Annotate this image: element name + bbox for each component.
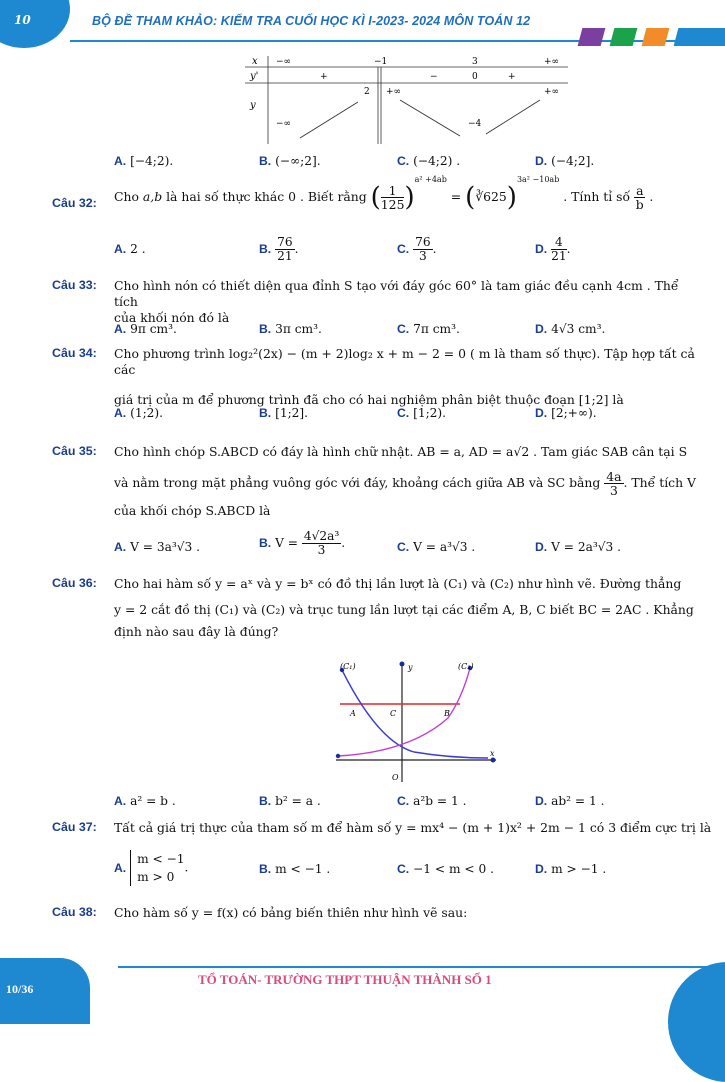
q34-text: Cho phương trình log₂²(2x) − (m + 2)log₂ x + m − 2 = 0 ( m là tham số thực). Tập hợp tất cả các giá trị của m để phương trình đã cho có hai nghiệm phân biệt thuộc đoạn [1;2] là — [114, 346, 695, 407]
q33-option-b[interactable]: B. 3π cm³. — [259, 322, 322, 336]
table-x-val: −∞ — [276, 57, 292, 67]
footer-corner — [668, 962, 725, 1082]
q33-label: Câu 33: — [52, 278, 97, 292]
q36-text: Cho hai hàm số y = aˣ và y = bˣ có đồ thị lần lượt là (C₁) và (C₂) như hình vẽ. Đường thẳng y = 2 cắt đồ thị (C₁) và (C₂) và trục tung lần lượt tại các điểm A, B, C biết BC = 2AC . Khẳng định nào sau đây là đúng? — [114, 576, 694, 639]
footer-text: TỔ TOÁN- TRƯỜNG THPT THUẬN THÀNH SỐ 1 — [198, 972, 492, 987]
q34-option-b[interactable]: B. [1;2]. — [259, 406, 309, 420]
variation-table — [240, 54, 570, 146]
q31-option-c[interactable]: C. (−4;2) . — [397, 154, 461, 168]
label-c: C — [390, 709, 397, 718]
table-x-val: +∞ — [544, 57, 560, 67]
q35-option-a[interactable]: A. V = 3a³√3 . — [114, 540, 200, 554]
q36-option-c[interactable]: C. a²b = 1 . — [397, 794, 467, 808]
table-x-val: 3 — [472, 57, 478, 67]
label-c2: (C₂) — [458, 662, 474, 671]
label-b: B — [444, 709, 450, 718]
q33-option-c[interactable]: C. 7π cm³. — [397, 322, 460, 336]
q34-option-c[interactable]: C. [1;2). — [397, 406, 447, 420]
q35-text: Cho hình chóp S.ABCD có đáy là hình chữ nhật. AB = a, AD = a√2 . Tam giác SAB cân tại S và nằm trong mặt phẳng vuông góc với đáy, khoảng cách giữa AB và SC bằng $\frac{4a}{3}$ . Thể tích V của khối chóp S.ABCD là — [114, 444, 696, 518]
q34-option-a[interactable]: A. (1;2). — [114, 406, 164, 420]
table-y-val: +∞ — [544, 87, 560, 97]
table-y-val: −∞ — [276, 119, 292, 129]
label-a: A — [350, 709, 356, 718]
q32-option-d[interactable]: D. $\frac{4}{21}$ . — [535, 235, 571, 263]
q37-label: Câu 37: — [52, 820, 97, 834]
footer-line — [118, 966, 725, 968]
curve-c2 — [338, 668, 470, 756]
header-block-orange — [642, 28, 670, 46]
table-y-val: −4 — [468, 119, 482, 129]
header-block-purple — [578, 28, 606, 46]
page-title: BỘ ĐỀ THAM KHẢO: KIỂM TRA CUỐI HỌC KÌ I-2023- 2024 MÔN TOÁN 12 — [92, 14, 531, 28]
table-y-val: 2 — [364, 87, 370, 97]
q32-label: Câu 32: — [52, 196, 97, 210]
q32-option-b[interactable]: B. $\frac{76}{21}$ . — [259, 235, 299, 263]
q31-option-d[interactable]: D. (−4;2]. — [535, 154, 595, 168]
q32-option-c[interactable]: C. $\frac{76}{3}$ . — [397, 235, 437, 263]
q33-text: Cho hình nón có thiết diện qua đỉnh S tạo với đáy góc 60° là tam giác đều cạnh 4cm . Thể tích của khối nón đó là — [114, 278, 679, 325]
q32-text: Cho a,b là hai số thực khác 0 . Biết rằng ( $\frac{1}{125}$ )$^{a^2 +4ab}$ = (∛625)$^{3a^2 -10ab}$ . Tính tỉ số $\frac{a}{b}$ . — [114, 174, 654, 213]
label-c1: (C₁) — [340, 662, 356, 671]
header-block-green — [610, 28, 638, 46]
table-x-label: x — [252, 56, 258, 67]
q32-option-a[interactable]: A. 2 . — [114, 242, 146, 256]
label-y: y — [408, 663, 413, 672]
q36-option-b[interactable]: B. b² = a . — [259, 794, 321, 808]
header-badge — [0, 0, 70, 48]
q38-label: Câu 38: — [52, 905, 97, 919]
q35-option-c[interactable]: C. V = a³√3 . — [397, 540, 476, 554]
label-x: x — [490, 749, 495, 758]
table-sign: 0 — [472, 72, 478, 82]
y-axis-arrow-dot — [400, 662, 405, 667]
q36-option-d[interactable]: D. ab² = 1 . — [535, 794, 605, 808]
q31-option-a[interactable]: A. [−4;2). — [114, 154, 174, 168]
q36-label: Câu 36: — [52, 576, 97, 590]
q35-option-d[interactable]: D. V = 2a³√3 . — [535, 540, 621, 554]
q34-label: Câu 34: — [52, 346, 97, 360]
x-axis-arrow-dot — [491, 758, 496, 763]
q37-option-a[interactable]: A. m < −1 m > 0 . — [114, 852, 189, 884]
q34-option-d[interactable]: D. [2;+∞). — [535, 406, 597, 420]
q35-label: Câu 35: — [52, 444, 97, 458]
q33-option-d[interactable]: D. 4√3 cm³. — [535, 322, 606, 336]
table-yp-label: y' — [250, 71, 259, 82]
footer-page: 10/36 — [6, 982, 34, 996]
table-y-label: y — [250, 100, 256, 111]
table-x-val: −1 — [374, 57, 388, 67]
q37-text: Tất cả giá trị thực của tham số m để hàm số y = mx⁴ − (m + 1)x² + 2m − 1 có 3 điểm cực trị là — [114, 820, 712, 835]
table-sign: − — [430, 72, 438, 82]
exp-graph — [320, 658, 510, 788]
q31-option-b[interactable]: B. (−∞;2]. — [259, 154, 321, 168]
label-o: O — [392, 773, 399, 782]
table-y-val: +∞ — [386, 87, 402, 97]
table-sign: + — [508, 72, 516, 82]
q35-option-b[interactable]: B. V = $\frac{\text{4√2a³}}{3}$ . — [259, 529, 346, 557]
q33-option-a[interactable]: A. 9π cm³. — [114, 322, 177, 336]
page-number: 10 — [14, 13, 31, 27]
header-block-blue — [674, 28, 725, 46]
q38-text: Cho hàm số y = f(x) có bảng biến thiên như hình vẽ sau: — [114, 905, 468, 920]
q37-option-d[interactable]: D. m > −1 . — [535, 862, 607, 876]
table-sign: + — [320, 72, 328, 82]
q36-option-a[interactable]: A. a² = b . — [114, 794, 176, 808]
q37-option-c[interactable]: C. −1 < m < 0 . — [397, 862, 495, 876]
q37-option-b[interactable]: B. m < −1 . — [259, 862, 331, 876]
curve-c1 — [342, 670, 488, 758]
